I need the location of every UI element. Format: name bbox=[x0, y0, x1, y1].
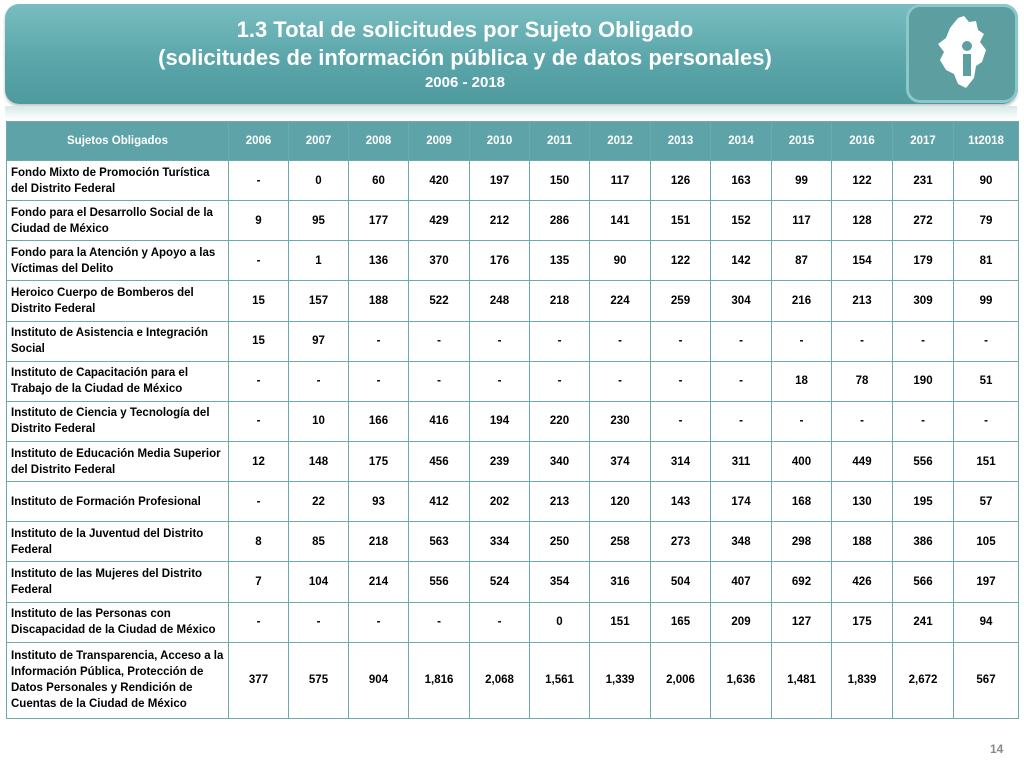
value-cell: 94 bbox=[954, 602, 1019, 642]
value-cell: 176 bbox=[470, 241, 530, 281]
value-cell: 151 bbox=[954, 441, 1019, 481]
column-header-year: 2007 bbox=[289, 122, 349, 161]
value-cell: 456 bbox=[409, 441, 470, 481]
value-cell: 575 bbox=[289, 642, 349, 718]
value-cell: 1,636 bbox=[711, 642, 772, 718]
value-cell: 188 bbox=[832, 522, 893, 562]
value-cell: 197 bbox=[954, 562, 1019, 602]
value-cell: 1,481 bbox=[772, 642, 832, 718]
value-cell: - bbox=[954, 321, 1019, 361]
table-row bbox=[7, 401, 1019, 441]
sujeto-name-cell: Instituto de las Mujeres del Distrito Federal bbox=[7, 562, 229, 602]
value-cell: 197 bbox=[470, 161, 530, 201]
value-cell: 216 bbox=[772, 281, 832, 321]
value-cell: 97 bbox=[289, 321, 349, 361]
value-cell: 400 bbox=[772, 441, 832, 481]
value-cell: - bbox=[530, 361, 590, 401]
value-cell: 8 bbox=[229, 522, 289, 562]
value-cell: 504 bbox=[651, 562, 711, 602]
value-cell: 286 bbox=[530, 201, 590, 241]
value-cell: 188 bbox=[349, 281, 409, 321]
value-cell: 157 bbox=[289, 281, 349, 321]
value-cell: - bbox=[229, 361, 289, 401]
value-cell: 128 bbox=[832, 201, 893, 241]
table-row bbox=[7, 482, 1019, 522]
sujeto-name-cell: Instituto de Asistencia e Integración Social bbox=[7, 321, 229, 361]
value-cell: 354 bbox=[530, 562, 590, 602]
value-cell: 377 bbox=[229, 642, 289, 718]
value-cell: 126 bbox=[651, 161, 711, 201]
value-cell: 258 bbox=[590, 522, 651, 562]
value-cell: 209 bbox=[711, 602, 772, 642]
column-header-year: 2017 bbox=[893, 122, 954, 161]
table-row bbox=[7, 241, 1019, 281]
value-cell: - bbox=[590, 361, 651, 401]
column-header-year: 2006 bbox=[229, 122, 289, 161]
requests-table bbox=[6, 121, 1019, 719]
value-cell: 148 bbox=[289, 441, 349, 481]
value-cell: 904 bbox=[349, 642, 409, 718]
value-cell: 692 bbox=[772, 562, 832, 602]
value-cell: - bbox=[651, 321, 711, 361]
value-cell: 1,816 bbox=[409, 642, 470, 718]
value-cell: 141 bbox=[590, 201, 651, 241]
value-cell: 151 bbox=[590, 602, 651, 642]
value-cell: - bbox=[229, 602, 289, 642]
value-cell: - bbox=[832, 401, 893, 441]
table-row bbox=[7, 441, 1019, 481]
value-cell: - bbox=[893, 321, 954, 361]
column-header-year: 2009 bbox=[409, 122, 470, 161]
table-row bbox=[7, 201, 1019, 241]
value-cell: - bbox=[590, 321, 651, 361]
value-cell: 152 bbox=[711, 201, 772, 241]
value-cell: 218 bbox=[349, 522, 409, 562]
value-cell: 556 bbox=[893, 441, 954, 481]
value-cell: 314 bbox=[651, 441, 711, 481]
value-cell: 177 bbox=[349, 201, 409, 241]
value-cell: 60 bbox=[349, 161, 409, 201]
column-header-sujetos: Sujetos Obligados bbox=[7, 122, 229, 161]
value-cell: 122 bbox=[832, 161, 893, 201]
value-cell: - bbox=[772, 321, 832, 361]
value-cell: 194 bbox=[470, 401, 530, 441]
value-cell: 175 bbox=[832, 602, 893, 642]
value-cell: - bbox=[409, 361, 470, 401]
value-cell: 386 bbox=[893, 522, 954, 562]
sujeto-name-cell: Fondo para la Atención y Apoyo a las Víctimas del Delito bbox=[7, 241, 229, 281]
value-cell: 566 bbox=[893, 562, 954, 602]
value-cell: - bbox=[470, 602, 530, 642]
value-cell: - bbox=[954, 401, 1019, 441]
value-cell: 104 bbox=[289, 562, 349, 602]
value-cell: - bbox=[832, 321, 893, 361]
value-cell: 218 bbox=[530, 281, 590, 321]
value-cell: 122 bbox=[651, 241, 711, 281]
value-cell: 95 bbox=[289, 201, 349, 241]
value-cell: 298 bbox=[772, 522, 832, 562]
value-cell: 248 bbox=[470, 281, 530, 321]
value-cell: 99 bbox=[954, 281, 1019, 321]
value-cell: 563 bbox=[409, 522, 470, 562]
column-header-year: 2008 bbox=[349, 122, 409, 161]
column-header-year: 2015 bbox=[772, 122, 832, 161]
value-cell: - bbox=[229, 401, 289, 441]
table-row bbox=[7, 161, 1019, 201]
value-cell: 556 bbox=[409, 562, 470, 602]
value-cell: 374 bbox=[590, 441, 651, 481]
value-cell: 214 bbox=[349, 562, 409, 602]
value-cell: 105 bbox=[954, 522, 1019, 562]
value-cell: 136 bbox=[349, 241, 409, 281]
column-header-year: 2013 bbox=[651, 122, 711, 161]
value-cell: 250 bbox=[530, 522, 590, 562]
value-cell: 334 bbox=[470, 522, 530, 562]
value-cell: 2,006 bbox=[651, 642, 711, 718]
value-cell: 412 bbox=[409, 482, 470, 522]
table-row bbox=[7, 602, 1019, 642]
sujeto-name-cell: Fondo para el Desarrollo Social de la Ciudad de México bbox=[7, 201, 229, 241]
column-header-year: 2014 bbox=[711, 122, 772, 161]
title-line-2: (solicitudes de información pública y de datos personales) bbox=[158, 45, 772, 70]
value-cell: 15 bbox=[229, 281, 289, 321]
value-cell: 165 bbox=[651, 602, 711, 642]
value-cell: - bbox=[530, 321, 590, 361]
value-cell: 163 bbox=[711, 161, 772, 201]
value-cell: 168 bbox=[772, 482, 832, 522]
table-row bbox=[7, 562, 1019, 602]
value-cell: 449 bbox=[832, 441, 893, 481]
value-cell: - bbox=[711, 361, 772, 401]
value-cell: 522 bbox=[409, 281, 470, 321]
sujeto-name-cell: Instituto de Formación Profesional bbox=[7, 482, 229, 522]
value-cell: 202 bbox=[470, 482, 530, 522]
sujeto-name-cell: Instituto de Ciencia y Tecnología del Distrito Federal bbox=[7, 401, 229, 441]
value-cell: 1,339 bbox=[590, 642, 651, 718]
value-cell: - bbox=[893, 401, 954, 441]
value-cell: 151 bbox=[651, 201, 711, 241]
title-years: 2006 - 2018 bbox=[424, 74, 506, 91]
value-cell: 190 bbox=[893, 361, 954, 401]
sujeto-name-cell: Instituto de la Juventud del Distrito Federal bbox=[7, 522, 229, 562]
value-cell: 87 bbox=[772, 241, 832, 281]
sujeto-name-cell: Instituto de Transparencia, Acceso a la Información Pública, Protección de Datos Personales y Rendición de Cuentas de la Ciudad de México bbox=[7, 642, 229, 718]
value-cell: - bbox=[349, 361, 409, 401]
value-cell: 212 bbox=[470, 201, 530, 241]
value-cell: 175 bbox=[349, 441, 409, 481]
table-row bbox=[7, 361, 1019, 401]
value-cell: 166 bbox=[349, 401, 409, 441]
value-cell: 340 bbox=[530, 441, 590, 481]
value-cell: 90 bbox=[954, 161, 1019, 201]
table-row bbox=[7, 281, 1019, 321]
sujeto-name-cell: Heroico Cuerpo de Bomberos del Distrito Federal bbox=[7, 281, 229, 321]
value-cell: 99 bbox=[772, 161, 832, 201]
value-cell: 79 bbox=[954, 201, 1019, 241]
value-cell: 51 bbox=[954, 361, 1019, 401]
value-cell: 1,561 bbox=[530, 642, 590, 718]
value-cell: - bbox=[470, 321, 530, 361]
value-cell: 416 bbox=[409, 401, 470, 441]
value-cell: 12 bbox=[229, 441, 289, 481]
value-cell: 90 bbox=[590, 241, 651, 281]
value-cell: - bbox=[289, 602, 349, 642]
value-cell: 231 bbox=[893, 161, 954, 201]
column-header-year: 2010 bbox=[470, 122, 530, 161]
value-cell: 120 bbox=[590, 482, 651, 522]
value-cell: 241 bbox=[893, 602, 954, 642]
value-cell: 309 bbox=[893, 281, 954, 321]
cdmx-map-info-icon bbox=[906, 4, 1018, 103]
value-cell: 311 bbox=[711, 441, 772, 481]
value-cell: 57 bbox=[954, 482, 1019, 522]
table-header-row bbox=[7, 122, 1019, 161]
value-cell: - bbox=[229, 161, 289, 201]
value-cell: 348 bbox=[711, 522, 772, 562]
title-line-1: 1.3 Total de solicitudes por Sujeto Obligado bbox=[236, 17, 694, 42]
column-header-year: 2012 bbox=[590, 122, 651, 161]
value-cell: - bbox=[470, 361, 530, 401]
sujeto-name-cell: Instituto de Capacitación para el Trabajo de la Ciudad de México bbox=[7, 361, 229, 401]
value-cell: 85 bbox=[289, 522, 349, 562]
value-cell: 0 bbox=[530, 602, 590, 642]
value-cell: 524 bbox=[470, 562, 530, 602]
value-cell: 273 bbox=[651, 522, 711, 562]
value-cell: 143 bbox=[651, 482, 711, 522]
value-cell: 370 bbox=[409, 241, 470, 281]
column-header-year: 2011 bbox=[530, 122, 590, 161]
value-cell: 9 bbox=[229, 201, 289, 241]
sujeto-name-cell: Instituto de las Personas con Discapacidad de la Ciudad de México bbox=[7, 602, 229, 642]
slide-title bbox=[5, 16, 925, 94]
value-cell: 426 bbox=[832, 562, 893, 602]
value-cell: 220 bbox=[530, 401, 590, 441]
value-cell: 429 bbox=[409, 201, 470, 241]
value-cell: - bbox=[711, 321, 772, 361]
value-cell: 224 bbox=[590, 281, 651, 321]
value-cell: 22 bbox=[289, 482, 349, 522]
sujeto-name-cell: Instituto de Educación Media Superior del Distrito Federal bbox=[7, 441, 229, 481]
value-cell: 213 bbox=[530, 482, 590, 522]
value-cell: 213 bbox=[832, 281, 893, 321]
value-cell: 127 bbox=[772, 602, 832, 642]
value-cell: 259 bbox=[651, 281, 711, 321]
value-cell: 18 bbox=[772, 361, 832, 401]
logo bbox=[906, 4, 1018, 103]
table-row bbox=[7, 642, 1019, 718]
value-cell: - bbox=[229, 241, 289, 281]
value-cell: 316 bbox=[590, 562, 651, 602]
value-cell: 135 bbox=[530, 241, 590, 281]
page-number: 14 bbox=[990, 742, 1004, 756]
value-cell: - bbox=[772, 401, 832, 441]
value-cell: 10 bbox=[289, 401, 349, 441]
value-cell: 1 bbox=[289, 241, 349, 281]
value-cell: - bbox=[711, 401, 772, 441]
value-cell: - bbox=[289, 361, 349, 401]
value-cell: 272 bbox=[893, 201, 954, 241]
column-header-year: 1t2018 bbox=[954, 122, 1019, 161]
value-cell: 78 bbox=[832, 361, 893, 401]
value-cell: 195 bbox=[893, 482, 954, 522]
value-cell: 179 bbox=[893, 241, 954, 281]
value-cell: - bbox=[651, 401, 711, 441]
value-cell: 117 bbox=[772, 201, 832, 241]
value-cell: - bbox=[229, 482, 289, 522]
value-cell: 117 bbox=[590, 161, 651, 201]
value-cell: 230 bbox=[590, 401, 651, 441]
value-cell: 420 bbox=[409, 161, 470, 201]
value-cell: 93 bbox=[349, 482, 409, 522]
value-cell: 174 bbox=[711, 482, 772, 522]
value-cell: 304 bbox=[711, 281, 772, 321]
value-cell: 15 bbox=[229, 321, 289, 361]
value-cell: 0 bbox=[289, 161, 349, 201]
value-cell: 142 bbox=[711, 241, 772, 281]
column-header-year: 2016 bbox=[832, 122, 893, 161]
value-cell: 1,839 bbox=[832, 642, 893, 718]
value-cell: 81 bbox=[954, 241, 1019, 281]
sujeto-name-cell: Fondo Mixto de Promoción Turística del Distrito Federal bbox=[7, 161, 229, 201]
value-cell: - bbox=[349, 602, 409, 642]
value-cell: 239 bbox=[470, 441, 530, 481]
value-cell: 2,672 bbox=[893, 642, 954, 718]
value-cell: - bbox=[409, 321, 470, 361]
value-cell: - bbox=[349, 321, 409, 361]
table-row bbox=[7, 321, 1019, 361]
value-cell: 407 bbox=[711, 562, 772, 602]
value-cell: 567 bbox=[954, 642, 1019, 718]
header-separator bbox=[5, 106, 1017, 120]
table-row bbox=[7, 522, 1019, 562]
title-banner bbox=[5, 4, 1017, 104]
value-cell: 150 bbox=[530, 161, 590, 201]
value-cell: - bbox=[409, 602, 470, 642]
value-cell: - bbox=[651, 361, 711, 401]
value-cell: 7 bbox=[229, 562, 289, 602]
value-cell: 130 bbox=[832, 482, 893, 522]
value-cell: 2,068 bbox=[470, 642, 530, 718]
value-cell: 154 bbox=[832, 241, 893, 281]
